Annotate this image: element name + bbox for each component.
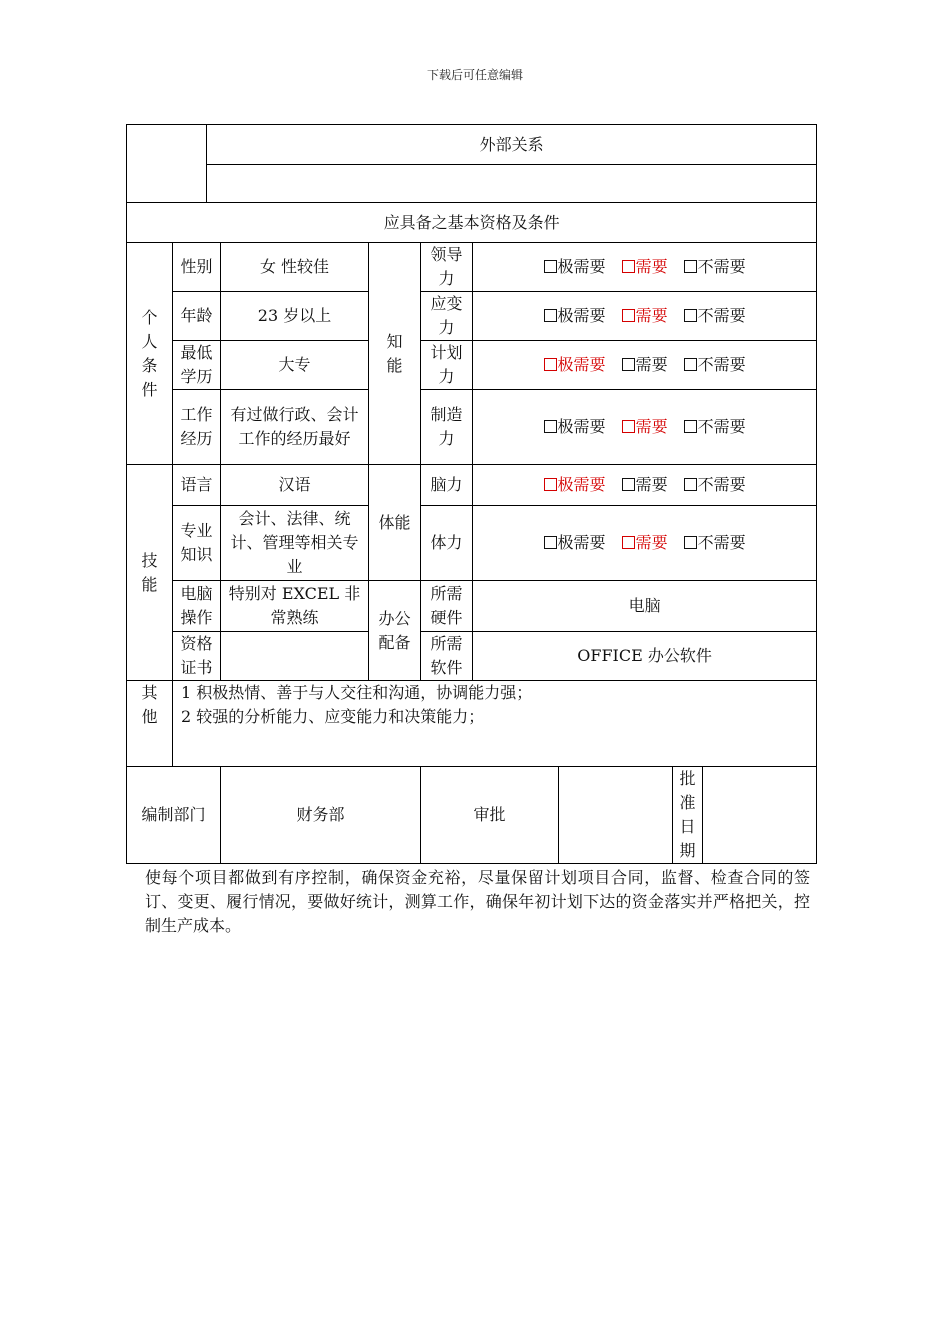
option-label: 不需要 — [697, 475, 746, 494]
checkbox-square-icon — [544, 420, 557, 433]
ability-name: 计划力 — [421, 341, 473, 390]
option-label: 极需要 — [557, 533, 606, 552]
option-label: 需要 — [635, 475, 668, 494]
personal-row-value: 大专 — [221, 341, 369, 390]
option-label: 不需要 — [697, 355, 746, 374]
date-value — [703, 767, 817, 864]
option-checkbox[interactable] — [622, 306, 668, 325]
approve-label: 审批 — [421, 767, 559, 864]
checkbox-square-icon — [544, 478, 557, 491]
checkbox-square-icon — [622, 420, 635, 433]
checkbox-square-icon — [622, 260, 635, 273]
option-checkbox[interactable] — [684, 475, 746, 494]
office-row-value: OFFICE 办公软件 — [473, 632, 817, 681]
option-label: 需要 — [635, 306, 668, 325]
dept-label: 编制部门 — [127, 767, 221, 864]
skill-row-value: 汉语 — [221, 465, 369, 506]
checkbox-square-icon — [684, 309, 697, 322]
ability-options[interactable] — [473, 341, 817, 390]
option-label: 需要 — [635, 533, 668, 552]
option-label: 需要 — [635, 417, 668, 436]
option-checkbox[interactable] — [622, 533, 668, 552]
ability-name: 体力 — [421, 506, 473, 581]
checkbox-square-icon — [622, 536, 635, 549]
option-checkbox[interactable] — [622, 475, 668, 494]
personal-label: 个 人 条 件 — [127, 243, 173, 465]
checkbox-square-icon — [544, 536, 557, 549]
qualification-form-table — [126, 124, 817, 864]
ability-options[interactable] — [473, 506, 817, 581]
personal-row-label: 工作经历 — [173, 390, 221, 465]
option-checkbox[interactable] — [544, 533, 606, 552]
ability-options[interactable] — [473, 465, 817, 506]
option-label: 不需要 — [697, 257, 746, 276]
option-label: 极需要 — [557, 306, 606, 325]
option-checkbox[interactable] — [544, 257, 606, 276]
checkbox-square-icon — [684, 536, 697, 549]
date-label — [673, 767, 703, 864]
header-note: 下载后可任意编辑 — [426, 68, 523, 82]
skill-row-value: 会计、法律、统计、管理等相关专业 — [221, 506, 369, 581]
option-checkbox[interactable] — [622, 355, 668, 374]
checkbox-square-icon — [622, 478, 635, 491]
approve-value — [559, 767, 673, 864]
other-label: 其 他 — [127, 681, 173, 767]
skill-row-value: 特别对 EXCEL 非常熟练 — [221, 581, 369, 632]
dept-value: 财务部 — [221, 767, 421, 864]
skills-label: 技 能 — [127, 465, 173, 681]
skill-row-label: 专业知识 — [173, 506, 221, 581]
option-checkbox[interactable] — [684, 306, 746, 325]
option-checkbox[interactable] — [544, 355, 606, 374]
office-label: 办公 配备 — [369, 581, 421, 681]
office-row-label: 所需软件 — [421, 632, 473, 681]
ability-name: 脑力 — [421, 465, 473, 506]
checkbox-square-icon — [684, 260, 697, 273]
option-label: 需要 — [635, 257, 668, 276]
skill-row-label: 资格证书 — [173, 632, 221, 681]
personal-row-label: 最低学历 — [173, 341, 221, 390]
option-checkbox[interactable] — [684, 257, 746, 276]
checkbox-square-icon — [544, 358, 557, 371]
option-label: 不需要 — [697, 533, 746, 552]
option-checkbox[interactable] — [622, 257, 668, 276]
office-row-value: 电脑 — [473, 581, 817, 632]
physical-label: 体能 — [369, 465, 421, 581]
knowledge-label: 知 能 — [369, 243, 421, 465]
option-label: 不需要 — [697, 306, 746, 325]
option-checkbox[interactable] — [684, 355, 746, 374]
checkbox-square-icon — [544, 260, 557, 273]
blank-cell — [127, 125, 207, 203]
personal-row-value: 女 性较佳 — [221, 243, 369, 292]
skill-row-value — [221, 632, 369, 681]
option-label: 不需要 — [697, 417, 746, 436]
qualifications-title: 应具备之基本资格及条件 — [127, 203, 817, 243]
other-line: 2 较强的分析能力、应变能力和决策能力； — [181, 707, 485, 726]
body-paragraph: 使每个项目都做到有序控制，确保资金充裕，尽量保留计划项目合同，监督、检查合同的签订、变更、履行情况，要做好统计，测算工作，确保年初计划下达的资金落实并严格把关，控制生产成本。 — [145, 868, 810, 935]
option-checkbox[interactable] — [544, 306, 606, 325]
ability-name: 领导力 — [421, 243, 473, 292]
office-row-label: 所需硬件 — [421, 581, 473, 632]
ability-options[interactable] — [473, 292, 817, 341]
checkbox-square-icon — [622, 309, 635, 322]
date-label-line: 批 准 — [679, 769, 696, 812]
ability-name: 应变力 — [421, 292, 473, 341]
date-label-line: 日 期 — [679, 817, 696, 860]
option-label: 极需要 — [557, 417, 606, 436]
personal-row-value: 有过做行政、会计工作的经历最好 — [221, 390, 369, 465]
option-label: 需要 — [635, 355, 668, 374]
personal-row-label: 性别 — [173, 243, 221, 292]
other-line: 1 积极热情、善于与人交往和沟通，协调能力强； — [181, 683, 533, 702]
checkbox-square-icon — [544, 309, 557, 322]
ability-name: 制造力 — [421, 390, 473, 465]
checkbox-square-icon — [622, 358, 635, 371]
ability-options[interactable] — [473, 390, 817, 465]
personal-row-label: 年龄 — [173, 292, 221, 341]
skill-row-label: 语言 — [173, 465, 221, 506]
option-label: 极需要 — [557, 475, 606, 494]
option-checkbox[interactable] — [544, 475, 606, 494]
option-label: 极需要 — [557, 355, 606, 374]
option-checkbox[interactable] — [684, 417, 746, 436]
ability-options[interactable] — [473, 243, 817, 292]
checkbox-square-icon — [684, 358, 697, 371]
option-checkbox[interactable] — [684, 533, 746, 552]
other-requirements — [173, 681, 817, 767]
option-label: 极需要 — [557, 257, 606, 276]
checkbox-square-icon — [684, 420, 697, 433]
skill-row-label: 电脑操作 — [173, 581, 221, 632]
personal-row-value: 23 岁以上 — [221, 292, 369, 341]
external-relations-label: 外部关系 — [207, 125, 817, 165]
checkbox-square-icon — [684, 478, 697, 491]
external-relations-value — [207, 165, 817, 203]
option-checkbox[interactable] — [622, 417, 668, 436]
option-checkbox[interactable] — [544, 417, 606, 436]
